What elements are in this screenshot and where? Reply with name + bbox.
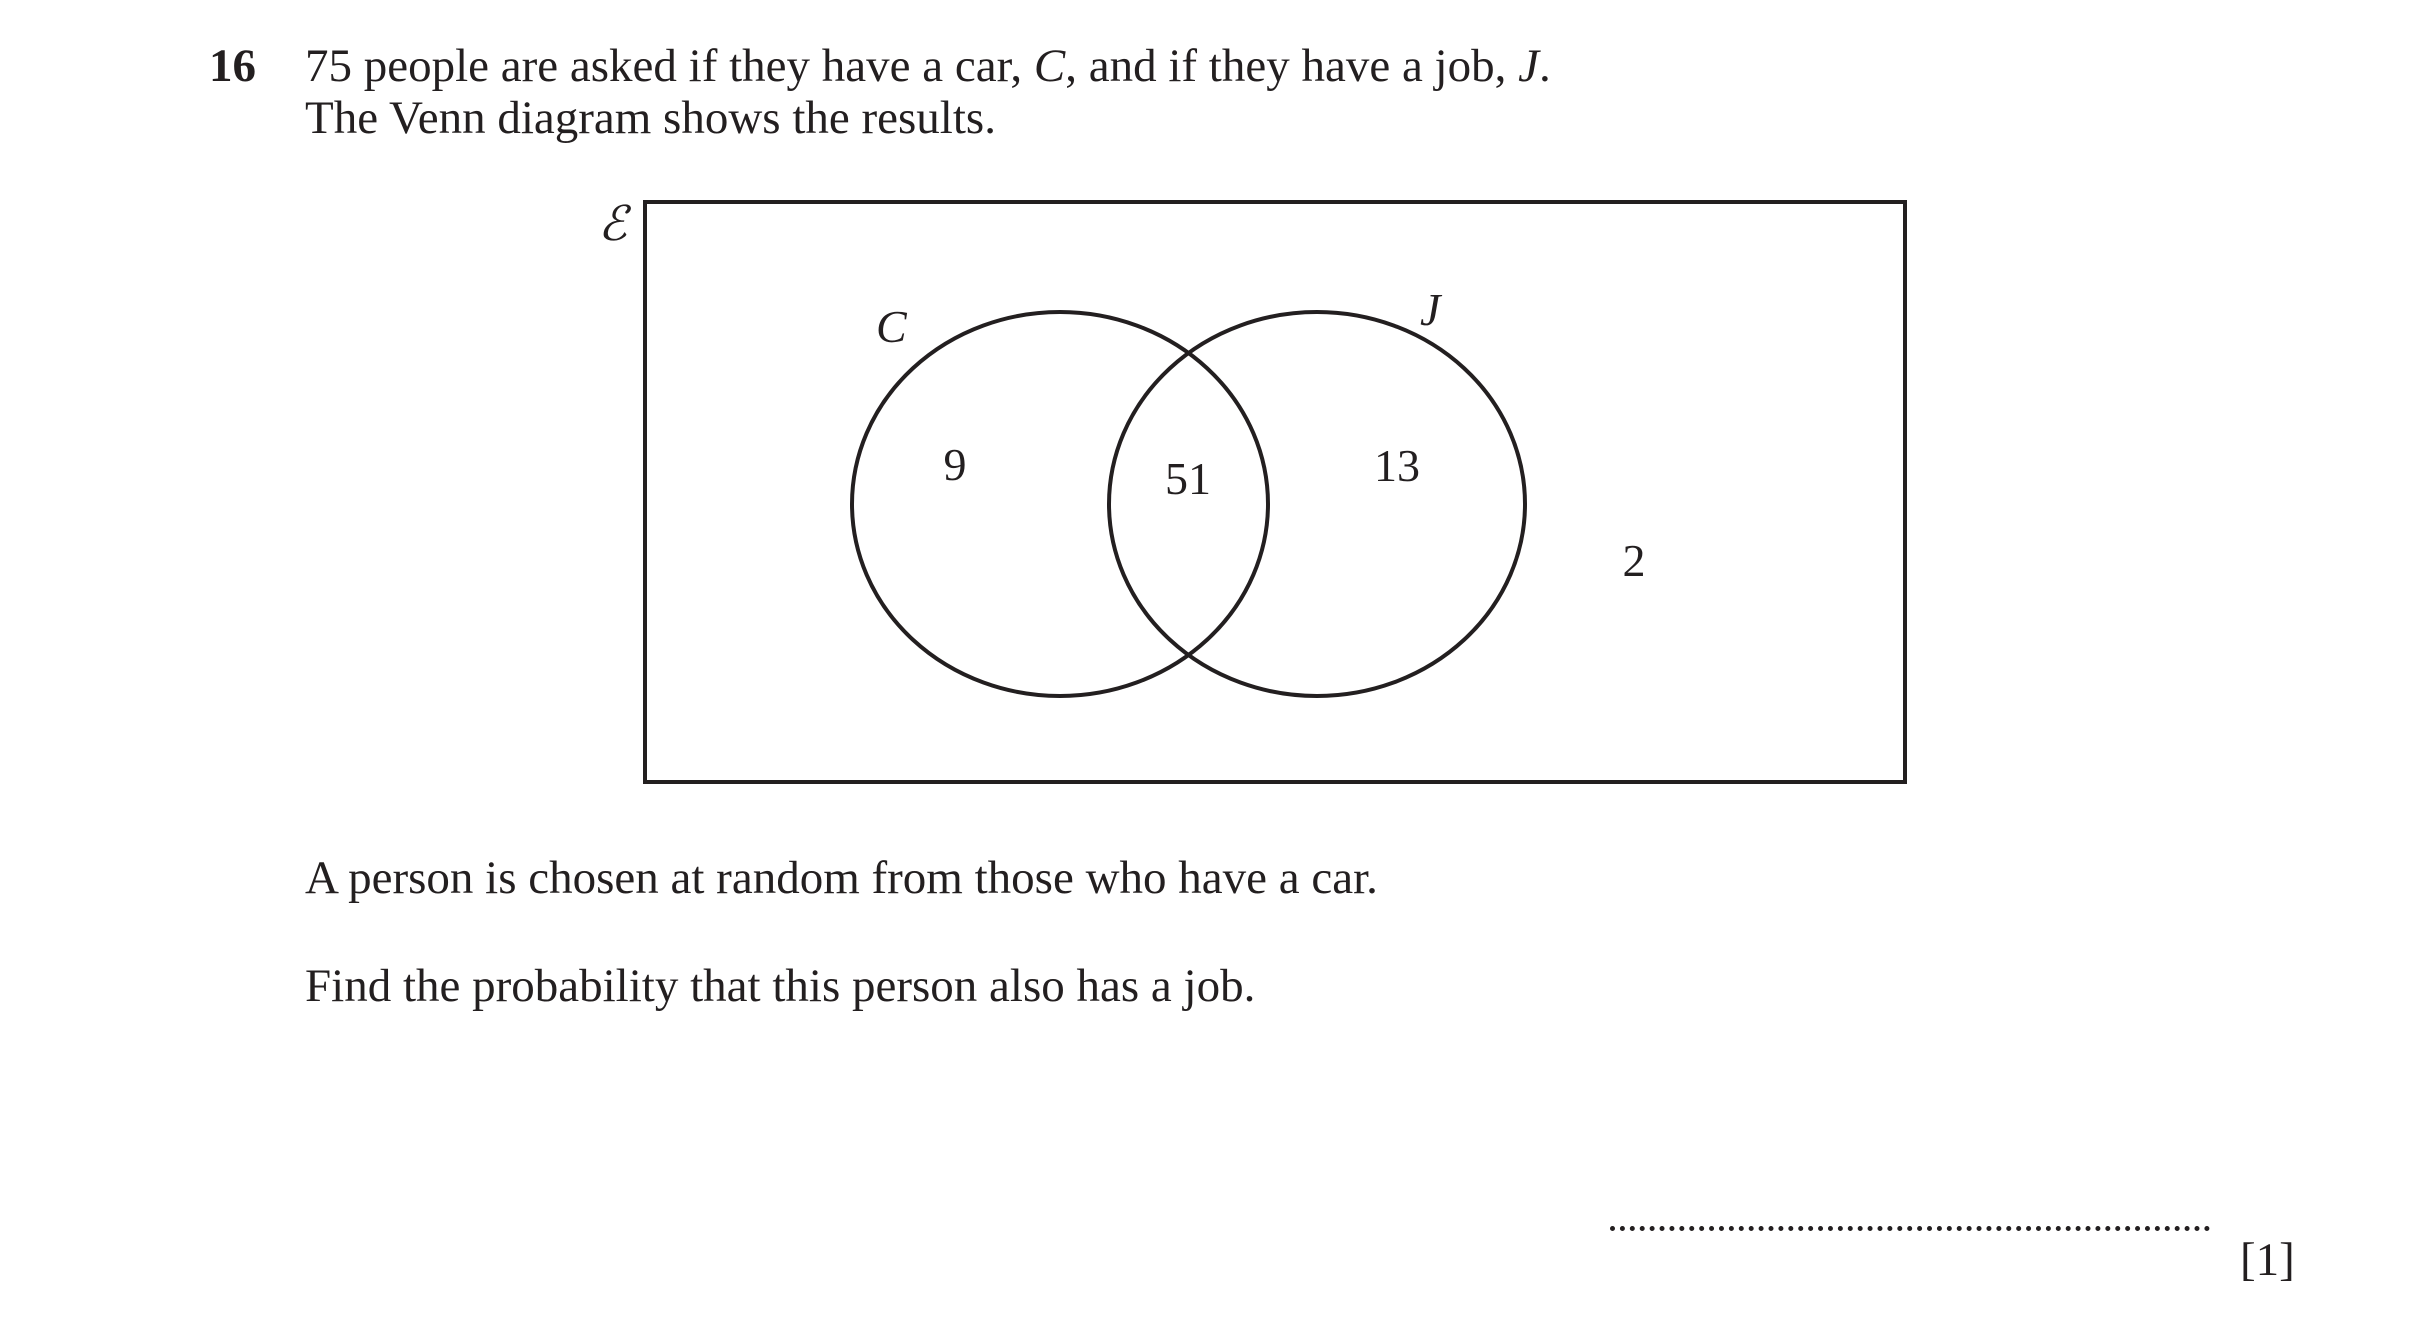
question-line-4: Find the probability that this person also has a job. bbox=[305, 960, 1256, 1012]
question-number: 16 bbox=[209, 40, 256, 92]
question-line-3: A person is chosen at random from those who have a car. bbox=[305, 852, 1378, 904]
variable-c: C bbox=[1033, 40, 1066, 92]
venn-diagram bbox=[580, 190, 1920, 790]
set-j-circle bbox=[1109, 312, 1525, 696]
answer-line[interactable] bbox=[1610, 1226, 2210, 1231]
set-c-label: C bbox=[876, 301, 907, 352]
region-j-only: 13 bbox=[1374, 440, 1420, 491]
question-line-1-text-a: 75 people are asked if they have a car, bbox=[305, 40, 1034, 92]
region-c-and-j: 51 bbox=[1165, 453, 1211, 504]
question-line-1-text-c: . bbox=[1539, 40, 1551, 92]
marks-label: [1] bbox=[2240, 1234, 2295, 1286]
region-outside: 2 bbox=[1622, 535, 1646, 586]
region-c-only: 9 bbox=[943, 439, 967, 490]
universal-set-box bbox=[645, 202, 1905, 782]
question-line-1-text-b: , and if they have a job, bbox=[1065, 40, 1519, 92]
question-line-2: The Venn diagram shows the results. bbox=[305, 92, 996, 144]
question-line-1 bbox=[305, 38, 1551, 94]
universal-set-symbol: ℰ bbox=[598, 198, 628, 251]
set-c-circle bbox=[852, 312, 1268, 696]
set-j-label: J bbox=[1420, 284, 1441, 335]
variable-j: J bbox=[1518, 40, 1539, 92]
